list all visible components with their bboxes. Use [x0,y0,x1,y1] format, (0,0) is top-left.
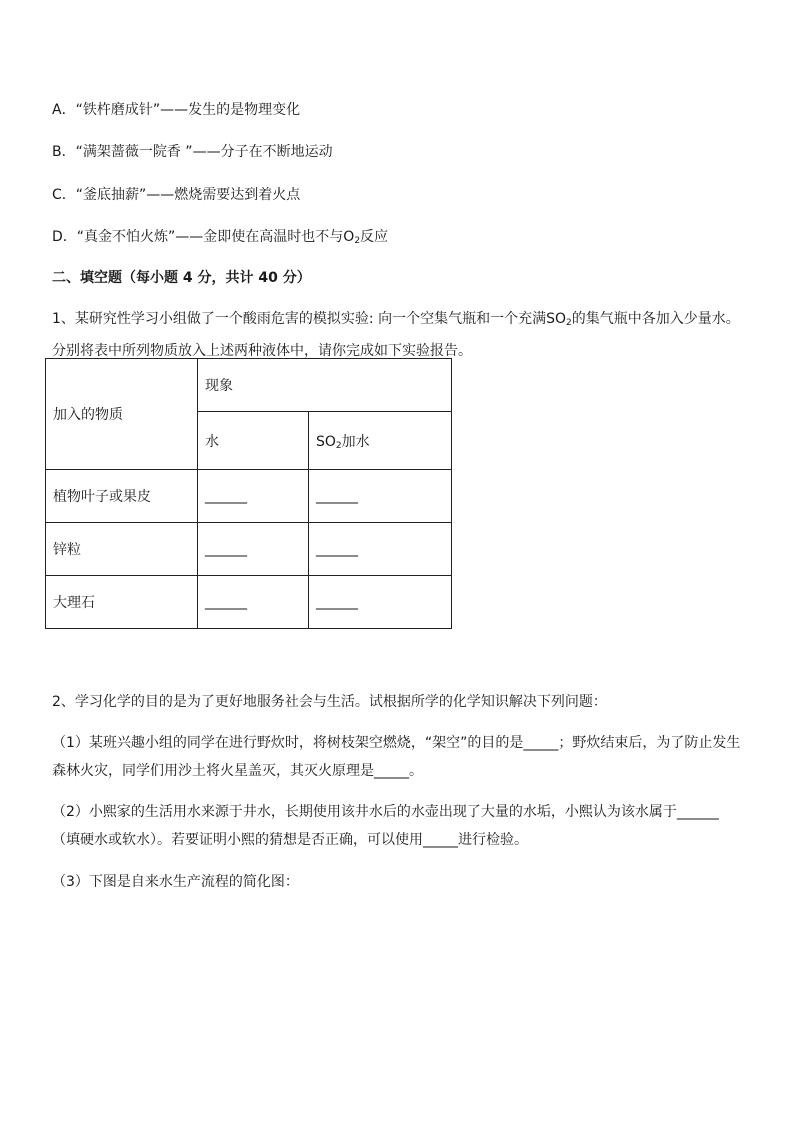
option-d [52,226,388,246]
table-cell-blank: ______ [309,470,452,523]
table-row [46,470,452,523]
table-cell-blank: ______ [198,576,309,629]
table-row [46,523,452,576]
subscript: 2 [565,318,572,328]
table-row [46,576,452,629]
option-text: “真金不怕火炼”——金即使在高温时也不与O [76,229,355,245]
table-cell-substance: 植物叶子或果皮 [46,470,198,523]
section-title: 二、填空题（每小题 4 分，共计 40 分） [52,270,311,286]
option-letter: C． [52,187,76,203]
option-b [52,141,333,161]
option-c [52,184,300,204]
table-header-substance: 加入的物质 [46,359,198,470]
option-text: “釜底抽薪”——燃烧需要达到着火点 [75,187,301,203]
table-cell-substance: 锌粒 [46,523,198,576]
option-letter: B． [52,144,76,160]
subscript: 2 [354,236,361,246]
option-a [52,99,300,119]
experiment-table [45,358,452,629]
option-letter: A． [52,102,76,118]
table-header-phenomenon: 现象 [198,359,452,412]
option-text: “铁杵磨成针”——发生的是物理变化 [75,102,301,118]
table-cell-blank: ______ [309,576,452,629]
question-2-part-1: （1）某班兴趣小组的同学在进行野炊时，将树枝架空燃烧，“架空”的目的是_____；野炊结束后，为了防止发生森林火灾，同学们用沙土将火星盖灭，其灭火原理是_____。 [52,735,741,779]
option-text: “满架蔷薇一院香 ”——分子在不断地运动 [75,144,333,160]
option-letter: D． [52,229,77,245]
table-header-water: 水 [198,412,309,470]
table-header-so2: $SO_2$加水 [309,412,452,470]
question-2-part-3: （3）下图是自来水生产流程的简化图： [52,874,299,890]
question-text: 1、某研究性学习小组做了一个酸雨危害的模拟实验: 向一个空集气瓶和一个充满SO [52,311,566,327]
option-text-end: 反应 [360,229,389,245]
table-cell-substance: 大理石 [46,576,198,629]
question-1-text [52,305,742,365]
question-2-intro: 2、学习化学的目的是为了更好地服务社会与生活。试根据所学的化学知识解决下列问题： [52,694,607,710]
table-cell-blank: ______ [309,523,452,576]
table-cell-blank: ______ [198,523,309,576]
table-cell-blank: ______ [198,470,309,523]
question-2-part-2: （2）小熙家的生活用水来源于井水，长期使用该井水后的水壶出现了大量的水垢，小熙认为该水属于______（填硬水或软水）。若要证明小熙的猜想是否正确，可以使用_____进行检验。 [52,804,719,848]
question-text-end: 的集气瓶中各加入少量水。分别将表中所列物质放入上述两种液体中，请你完成如下实验报告。 [52,311,740,359]
